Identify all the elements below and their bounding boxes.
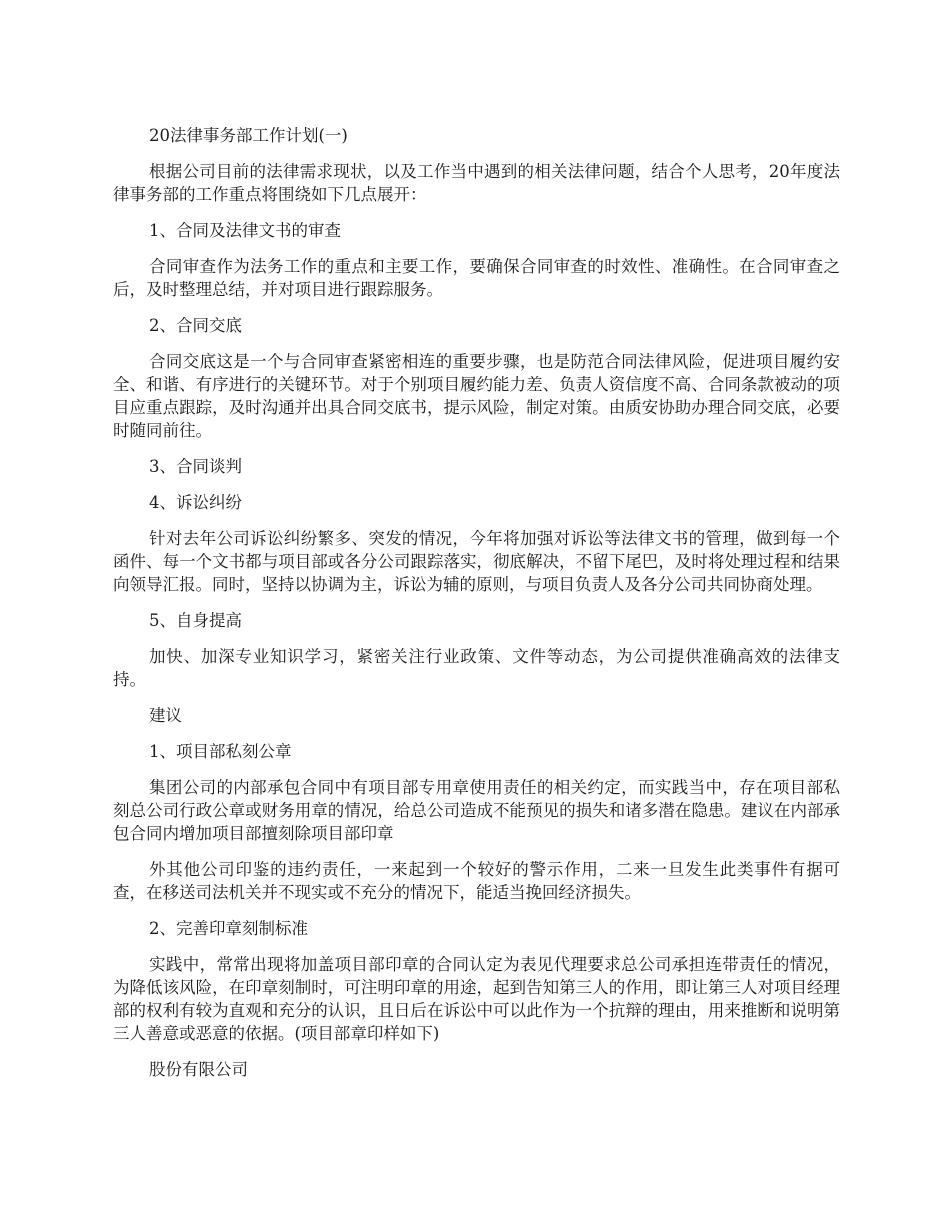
body-paragraph: 合同审查作为法务工作的重点和主要工作，要确保合同审查的时效性、准确性。在合同审查之后，及时整理总结，并对项目进行跟踪服务。: [113, 257, 840, 299]
subsection-heading-private-seal: 1、项目部私刻公章: [149, 742, 292, 761]
section-heading-self-improvement: 5、自身提高: [149, 611, 242, 630]
section-heading-negotiation: 3、合同谈判: [149, 457, 242, 476]
section-heading-contract-briefing: 2、合同交底: [149, 316, 242, 335]
body-paragraph: 加快、加深专业知识学习，紧密关注行业政策、文件等动态，为公司提供准确高效的法律支持。: [113, 647, 840, 689]
body-paragraph: 针对去年公司诉讼纠纷繁多、突发的情况，今年将加强对诉讼等法律文书的管理，做到每一个函件、每一个文书都与项目部或各分公司跟踪落实，彻底解决，不留下尾巴，及时将处理过程和结果向领导汇报。同时，坚持以协调为主，诉讼为辅的原则，与项目负责人及各分公司共同协商处理。: [113, 529, 840, 594]
intro-paragraph: 根据公司目前的法律需求现状，以及工作当中遇到的相关法律问题，结合个人思考，20年度法律事务部的工作重点将围绕如下几点展开：: [113, 162, 840, 204]
body-paragraph: 实践中，常常出现将加盖项目部印章的合同认定为表见代理要求总公司承担连带责任的情况，为降低该风险，在印章刻制时，可注明印章的用途，起到告知第三人的作用，即让第三人对项目经理部的权利有较为直观和充分的认识，且日后在诉讼中可以此作为一个抗辩的理由，用来推断和说明第三人善意或恶意的依据。(项目部章印样如下): [113, 955, 840, 1043]
section-heading-contract-review: 1、合同及法律文书的审查: [149, 221, 341, 240]
section-heading-litigation: 4、诉讼纠纷: [149, 493, 242, 512]
company-name-line: 股份有限公司: [149, 1060, 248, 1079]
section-heading-suggestions: 建议: [149, 706, 182, 725]
document-body: [113, 124, 840, 1094]
body-paragraph: 合同交底这是一个与合同审查紧密相连的重要步骤，也是防范合同法律风险，促进项目履约安全、和谐、有序进行的关键环节。对于个别项目履约能力差、负责人资信度不高、合同条款被动的项目应重点跟踪，及时沟通并出具合同交底书，提示风险，制定对策。由质安协助办理合同交底，必要时随同前往。: [113, 352, 840, 440]
subsection-heading-seal-standard: 2、完善印章刻制标准: [149, 919, 308, 938]
body-paragraph: 外其他公司印鉴的违约责任，一来起到一个较好的警示作用，二来一旦发生此类事件有据可查，在移送司法机关并不现实或不充分的情况下，能适当挽回经济损失。: [113, 860, 840, 902]
body-paragraph: 集团公司的内部承包合同中有项目部专用章使用责任的相关约定，而实践当中，存在项目部私刻总公司行政公章或财务用章的情况，给总公司造成不能预见的损失和诸多潜在隐患。建议在内部承包合同内增加项目部擅刻除项目部印章: [113, 778, 840, 843]
document-title: 20法律事务部工作计划(一): [149, 126, 348, 145]
